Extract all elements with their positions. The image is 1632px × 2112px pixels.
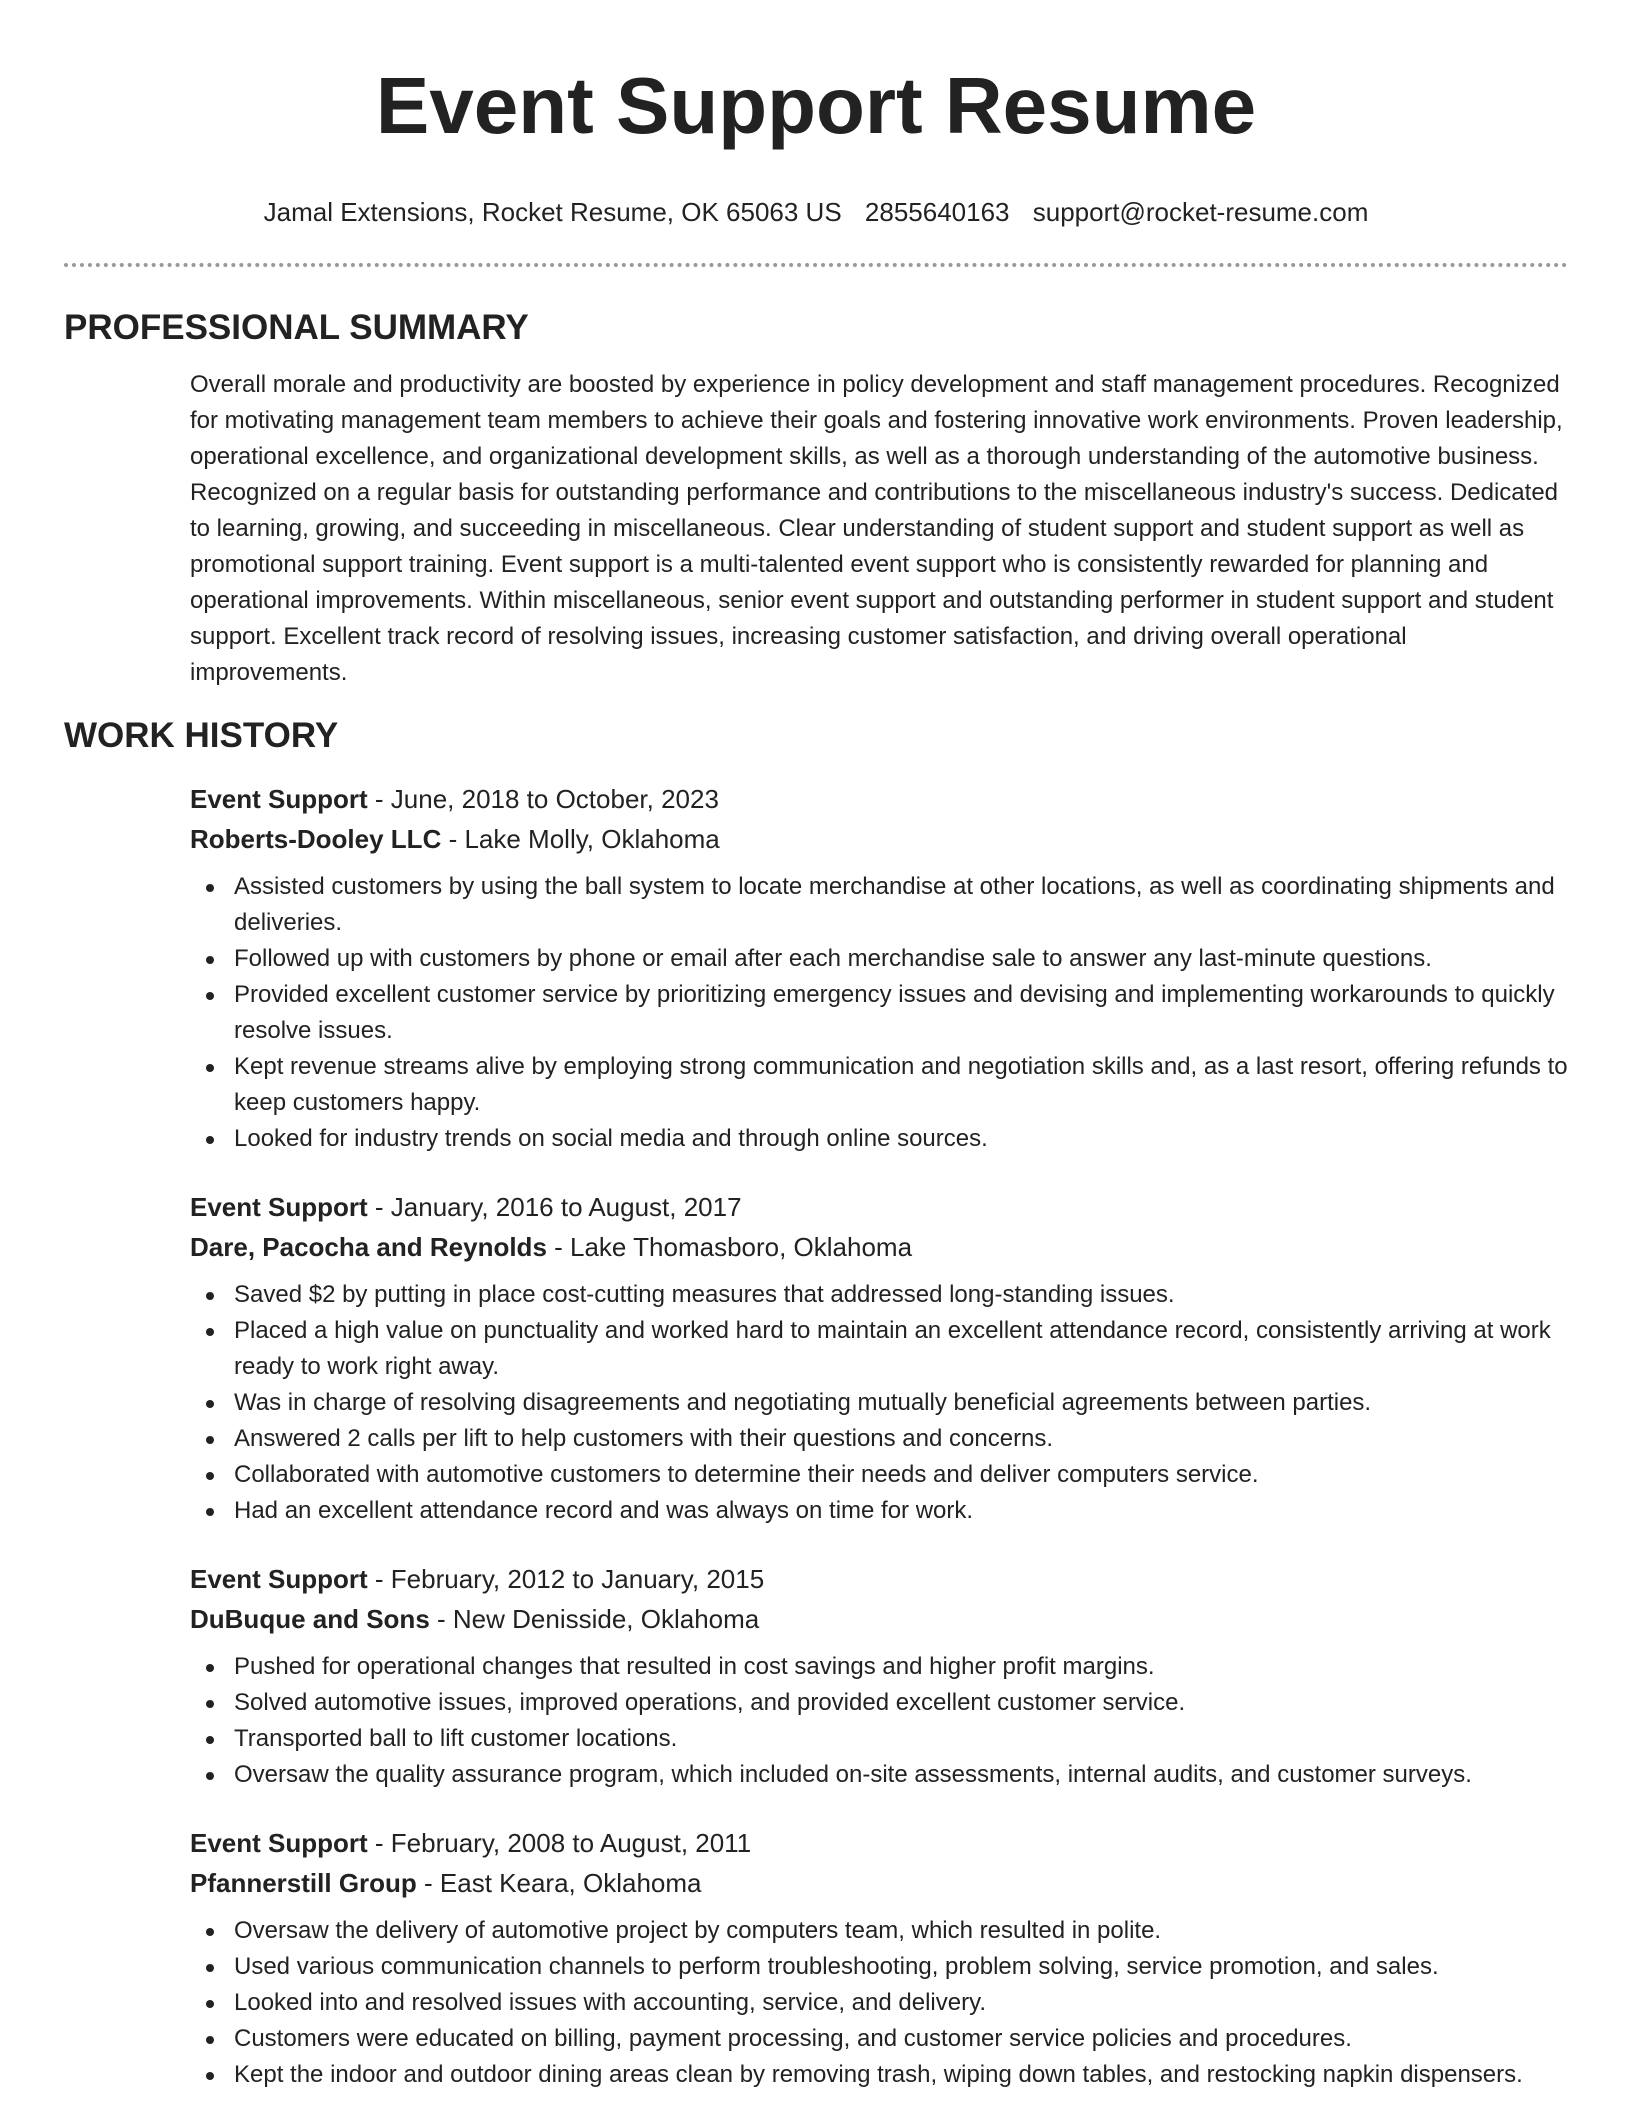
work-history-heading: WORK HISTORY	[64, 716, 339, 755]
job-title-line	[190, 1823, 1568, 1863]
duty-item: Looked for industry trends on social media and through online sources.	[190, 1121, 1568, 1157]
job-dates: - January, 2016 to August, 2017	[367, 1192, 742, 1222]
job-duties-list	[190, 1277, 1568, 1529]
duty-item: Was in charge of resolving disagreements and negotiating mutually beneficial agreements between parties.	[190, 1385, 1568, 1421]
job-title-line	[190, 1187, 1568, 1227]
job-duties-list	[190, 1913, 1568, 2093]
job-title: Event Support	[190, 1564, 368, 1594]
duty-item: Answered 2 calls per lift to help customers with their questions and concerns.	[190, 1421, 1568, 1457]
duty-item: Provided excellent customer service by prioritizing emergency issues and devising and implementing workarounds to quickly resolve issues.	[190, 977, 1568, 1049]
duty-item: Oversaw the delivery of automotive project by computers team, which resulted in polite.	[190, 1913, 1568, 1949]
summary-paragraph: Overall morale and productivity are boosted by experience in policy development and staff management procedures. Recognized for motivating management team members to achieve their goals and fostering innovative work environments. Proven leadership, operational excellence, and organizational development skills, as well as a thorough understanding of the automotive business. Recognized on a regular basis for outstanding performance and contributions to the miscellaneous industry's success. Dedicated to learning, growing, and succeeding in miscellaneous. Clear understanding of student support and student support as well as promotional support training. Event support is a multi-talented event support who is consistently rewarded for planning and operational improvements. Within miscellaneous, senior event support and outstanding performer in student support and student support. Excellent track record of resolving issues, increasing customer satisfaction, and driving overall operational improvements.	[190, 371, 1563, 686]
job-company-line	[190, 1227, 1568, 1267]
job-duties-list	[190, 1649, 1568, 1793]
duty-item: Solved automotive issues, improved operations, and provided excellent customer service.	[190, 1685, 1568, 1721]
job-duties-list	[190, 869, 1568, 1157]
duty-item: Customers were educated on billing, payment processing, and customer service policies and procedures.	[190, 2021, 1568, 2057]
company-location: - New Denisside, Oklahoma	[429, 1604, 760, 1634]
duty-item: Used various communication channels to perform troubleshooting, problem solving, service promotion, and sales.	[190, 1949, 1568, 1985]
job-dates: - February, 2008 to August, 2011	[367, 1828, 752, 1858]
duty-item: Saved $2 by putting in place cost-cutting measures that addressed long-standing issues.	[190, 1277, 1568, 1313]
job-title-line	[190, 1559, 1568, 1599]
job-title: Event Support	[190, 784, 368, 814]
company-location: - Lake Thomasboro, Oklahoma	[546, 1232, 913, 1262]
contact-info	[64, 196, 1568, 228]
duty-item: Had an excellent attendance record and was always on time for work.	[190, 1493, 1568, 1529]
company-name: DuBuque and Sons	[190, 1604, 430, 1634]
duty-item: Placed a high value on punctuality and worked hard to maintain an excellent attendance record, consistently arriving at work ready to work right away.	[190, 1313, 1568, 1385]
company-name: Roberts-Dooley LLC	[190, 824, 442, 854]
duty-item: Transported ball to lift customer locations.	[190, 1721, 1568, 1757]
job-title-line	[190, 779, 1568, 819]
job-company-line	[190, 819, 1568, 859]
job-entry	[190, 1559, 1568, 1793]
job-company-line	[190, 1863, 1568, 1903]
company-name: Dare, Pacocha and Reynolds	[190, 1232, 547, 1262]
duty-item: Kept the indoor and outdoor dining areas clean by removing trash, wiping down tables, and restocking napkin dispensers.	[190, 2057, 1568, 2093]
contact-email: support@rocket-resume.com	[1032, 197, 1369, 227]
duty-item: Looked into and resolved issues with accounting, service, and delivery.	[190, 1985, 1568, 2021]
duty-item: Pushed for operational changes that resulted in cost savings and higher profit margins.	[190, 1649, 1568, 1685]
summary-heading: PROFESSIONAL SUMMARY	[64, 308, 529, 347]
job-title: Event Support	[190, 1828, 368, 1858]
company-location: - East Keara, Oklahoma	[416, 1868, 702, 1898]
job-entry	[190, 779, 1568, 1157]
duty-item: Oversaw the quality assurance program, which included on-site assessments, internal audits, and customer surveys.	[190, 1757, 1568, 1793]
duty-item: Assisted customers by using the ball system to locate merchandise at other locations, as well as coordinating shipments and deliveries.	[190, 869, 1568, 941]
duty-item: Followed up with customers by phone or email after each merchandise sale to answer any last-minute questions.	[190, 941, 1568, 977]
job-entry	[190, 1823, 1568, 2093]
resume-title: Event Support Resume	[375, 61, 1257, 150]
job-company-line	[190, 1599, 1568, 1639]
company-location: - Lake Molly, Oklahoma	[441, 824, 720, 854]
resume-page	[64, 0, 1568, 2093]
job-dates: - June, 2018 to October, 2023	[367, 784, 719, 814]
job-dates: - February, 2012 to January, 2015	[367, 1564, 765, 1594]
header-divider	[64, 263, 1568, 267]
company-name: Pfannerstill Group	[190, 1868, 417, 1898]
job-entry	[190, 1187, 1568, 1529]
contact-address: Jamal Extensions, Rocket Resume, OK 65063 US	[263, 197, 842, 227]
contact-phone: 2855640163	[864, 197, 1010, 227]
duty-item: Collaborated with automotive customers to determine their needs and deliver computers service.	[190, 1457, 1568, 1493]
job-title: Event Support	[190, 1192, 368, 1222]
duty-item: Kept revenue streams alive by employing strong communication and negotiation skills and, as a last resort, offering refunds to keep customers happy.	[190, 1049, 1568, 1121]
